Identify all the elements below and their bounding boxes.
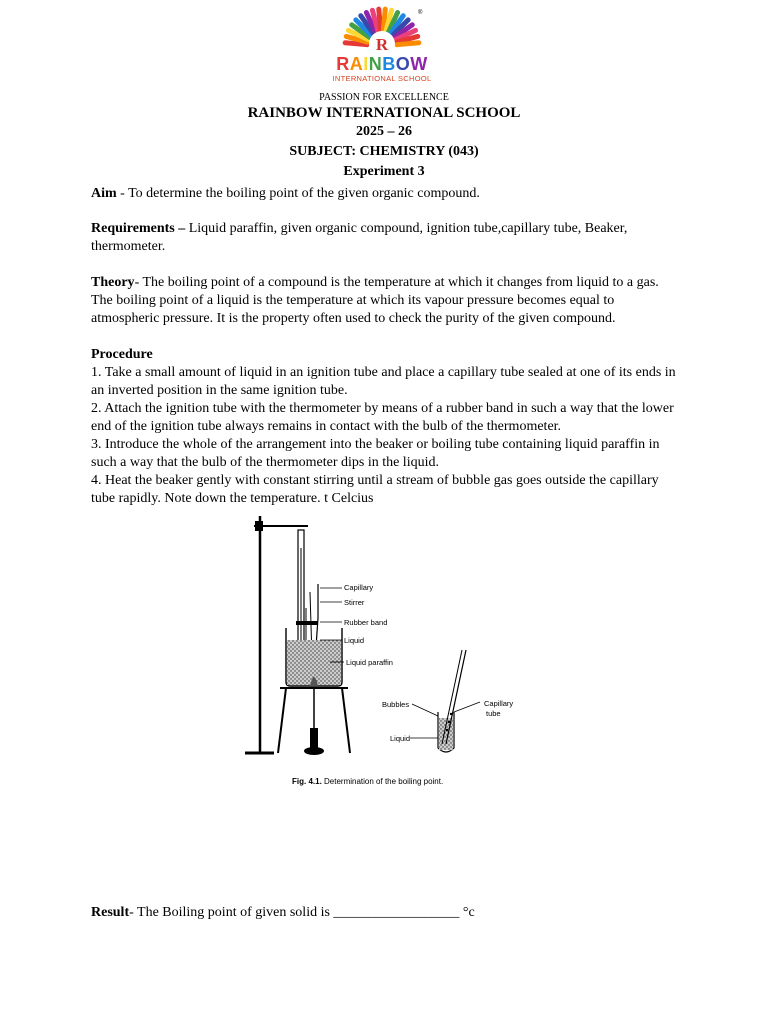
label-capillary-tube-2: tube — [486, 709, 501, 718]
logo-subtitle: INTERNATIONAL SCHOOL — [332, 74, 432, 83]
label-capillary: Capillary — [344, 583, 374, 592]
school-logo — [326, 4, 438, 84]
result-label: Result — [91, 905, 130, 920]
aim-section — [91, 185, 681, 203]
label-rubber-band: Rubber band — [344, 618, 388, 627]
label-liquid-paraffin: Liquid paraffin — [346, 658, 393, 667]
procedure-step: 1. Take a small amount of liquid in an ignition tube and place a capillary tube sealed at one of its ends in an inverted position in the same ignition tube. — [91, 365, 676, 398]
logo-letter: A — [349, 54, 364, 74]
result-text: - The Boiling point of given solid is — [129, 905, 334, 920]
logo-arch-ray — [397, 43, 419, 45]
requirements-text: Liquid paraffin, given organic compound, ignition tube,capillary tube, Beaker, thermometer. — [91, 221, 628, 254]
procedure-section — [91, 346, 681, 508]
requirements-section — [91, 220, 681, 256]
label-stirrer: Stirrer — [344, 598, 365, 607]
label-liquid: Liquid — [344, 636, 365, 645]
procedure-step: 3. Introduce the whole of the arrangement into the beaker or boiling tube containing liquid paraffin in such a way that the bulb of the thermometer dips in the liquid. — [91, 437, 660, 470]
logo-name — [326, 54, 438, 75]
experiment-title: Experiment 3 — [343, 164, 425, 179]
aim-label: Aim — [91, 186, 117, 201]
logo-letter: B — [382, 54, 396, 74]
procedure-heading: Procedure — [91, 347, 153, 362]
theory-text: - The boiling point of a compound is the temperature at which it changes from liquid to a gas. The boiling point of a liquid is the temperature at which its vapour pressure becomes equal to atmospheric pressure. It is the property often used to check the purity of the given compound. — [91, 275, 659, 326]
result-section — [91, 904, 681, 922]
school-motto: PASSION FOR EXCELLENCE — [319, 92, 449, 103]
svg-text:®: ® — [418, 10, 423, 16]
result-unit: °c — [459, 905, 475, 920]
theory-section — [91, 274, 681, 328]
logo-letter: N — [368, 54, 383, 74]
figure-caption-number: Fig. 4.1. — [292, 777, 322, 786]
logo-letter: W — [410, 54, 428, 74]
theory-label: Theory — [91, 275, 135, 290]
apparatus-figure — [240, 508, 540, 793]
logo-arch-ray — [379, 9, 381, 31]
label-liquid-small: Liquid — [390, 734, 411, 743]
figure-caption-text: Determination of the boiling point. — [321, 777, 444, 786]
logo-letter: O — [395, 54, 411, 74]
aim-text: - To determine the boiling point of the given organic compound. — [116, 186, 480, 201]
boiling-point-apparatus-diagram — [240, 508, 540, 793]
rainbow-arch-icon — [326, 4, 438, 56]
subject-title: SUBJECT: CHEMISTRY (043) — [289, 144, 479, 159]
logo-letter: R — [336, 54, 350, 74]
logo-monogram: R — [375, 35, 389, 54]
school-name: RAINBOW INTERNATIONAL SCHOOL — [247, 105, 521, 121]
session-year: 2025 – 26 — [356, 124, 412, 139]
label-bubbles: Bubbles — [382, 700, 410, 709]
label-capillary-tube-1: Capillary — [484, 699, 514, 708]
requirements-label: Requirements – — [91, 221, 186, 236]
procedure-step: 2. Attach the ignition tube with the thermometer by means of a rubber band in such a way that the lower end of the ignition tube always remains in contact with the bulb of the thermometer. — [91, 401, 674, 434]
result-blank[interactable]: __________________ — [333, 905, 460, 920]
logo-letter: I — [363, 54, 369, 74]
figure-caption — [292, 777, 443, 786]
procedure-step: 4. Heat the beaker gently with constant stirring until a stream of bubble gas goes outside the capillary tube rapidly. Note down the temperature. t Celcius — [91, 473, 659, 506]
